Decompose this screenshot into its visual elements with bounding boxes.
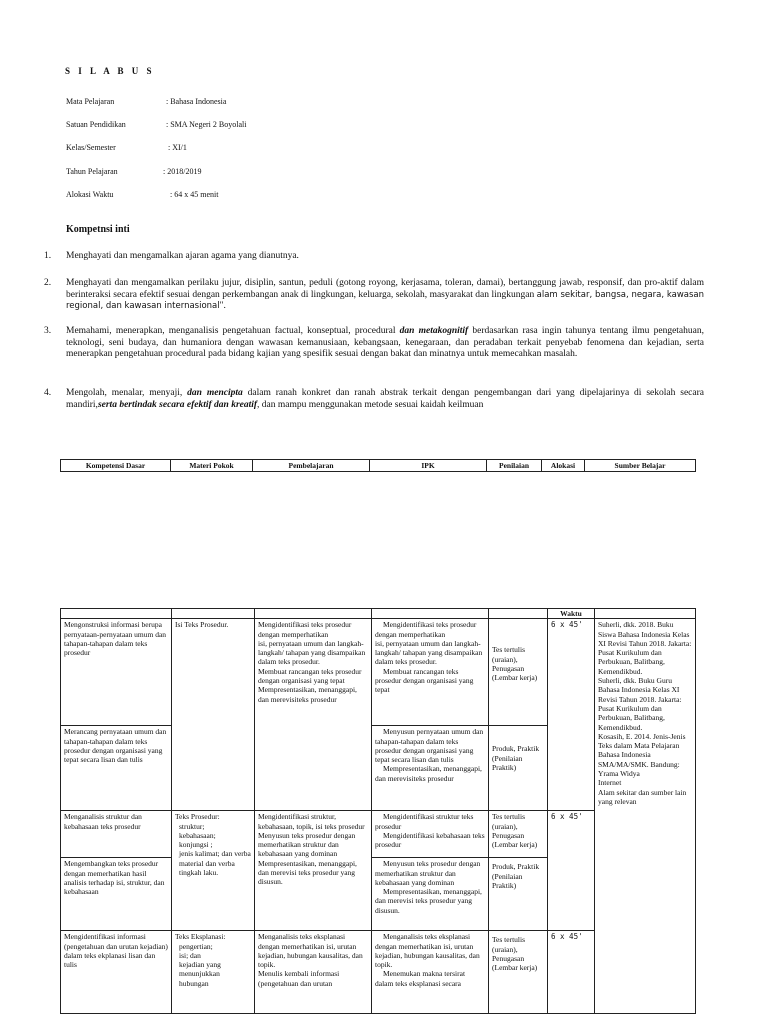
pembelajaran-cell-2: Mengidentifikasi struktur, kebahasaan, topik, isi teks prosedur Menyusun teks prosedur dengan memerhatikan struktur dan kebahasaan yang dominan Mempresentasikan, menanggapi, dan merevisi teks prosedur yang disusun. [255, 811, 372, 931]
ki-item-1: 1. Menghayati dan mengamalkan ajaran agama yang dianutnya. [44, 251, 299, 261]
header-ipk: IPK [370, 460, 487, 472]
table-header [60, 459, 696, 472]
pembelajaran-cell-3: Menganalisis teks eksplanasi dengan memerhatikan isi, urutan kejadian, hubungan kausalitas, dan topik. Menulis kembali informasi (pengetahuan dan urutan [255, 931, 372, 1014]
meta-satuan-pendidikan: Satuan Pendidikan : SMA Negeri 2 Boyolali [66, 120, 247, 129]
ipk-cell-2: Menyusun pernyataan umum dan tahapan-tahapan dalam teks prosedur dengan organisasi yang tepat secara lisan dan tulis Mempresentasikan, menanggapi, dan merevisiteks prosedur [372, 726, 489, 811]
penilaian-cell-2: Produk, Praktik (Penilaian Praktik) [489, 726, 548, 811]
waktu-label: Waktu [548, 609, 595, 619]
header-penilaian: Penilaian [487, 460, 542, 472]
materi-cell-2: Teks Prosedur: struktur; kebahasaan; konjungsi ; jenis kalimat; dan verba material dan verba tingkah laku. [172, 811, 255, 931]
header-alokasi: Alokasi [542, 460, 585, 472]
penilaian-cell-1: Tes tertulis (uraian), Penugasan (Lembar kerja) [489, 619, 548, 726]
document-title: S I L A B U S [65, 66, 155, 76]
meta-alokasi-waktu: Alokasi Waktu : 64 x 45 menit [66, 190, 219, 199]
meta-kelas-semester: Kelas/Semester : XI/1 [66, 143, 187, 152]
header-kompetensi-dasar: Kompetensi Dasar [61, 460, 171, 472]
kd-cell-4: Mengembangkan teks prosedur dengan memerhatikan hasil analisis terhadap isi, struktur, dan kebahasaan [61, 858, 172, 931]
materi-cell-1: Isi Teks Prosedur. [172, 619, 255, 811]
syllabus-table [60, 608, 696, 1014]
header-pembelajaran: Pembelajaran [253, 460, 370, 472]
materi-cell-3: Teks Eksplanasi: pengertian; isi; dan kejadian yang menunjukkan hubungan [172, 931, 255, 1014]
kd-cell-5: Mengidentifikasi informasi (pengetahuan dan urutan kejadian) dalam teks ekplanasi lisan dan tulis [61, 931, 172, 1014]
sumber-belajar-cell: Suherli, dkk. 2018. Buku Siswa Bahasa Indonesia Kelas XI Revisi Tahun 2018. Jakarta: Pusat Kurikulum dan Perbukuan, Balitbang, Kemendikbud. Suherli, dkk. Buku Guru Bahasa Indonesia Kelas XI Revisi Tahun 2018. Jakarta: Pusat Kurikulum dan Perbukuan, Balitbang, Kemendikbud. Kosasih, E. 2014. Jenis-Jenis Teks dalam Mata Pelajaran Bahasa Indonesia SMA/MA/SMK. Bandung: Yrama Widya Internet Alam sekitar dan sumber lain yang relevan [595, 619, 696, 1014]
penilaian-cell-3: Tes tertulis (uraian), Penugasan (Lembar kerja) [489, 811, 548, 858]
ipk-cell-3: Mengidentifikasi struktur teks prosedur Mengidentifikasi kebahasaan teks prosedur [372, 811, 489, 858]
header-sumber-belajar: Sumber Belajar [585, 460, 696, 472]
alokasi-cell-3: 6 x 45' [548, 931, 595, 1014]
ipk-cell-4: Menyusun teks prosedur dengan memerhatikan struktur dan kebahasaan yang dominan Mempresentasikan, menanggapi, dan merevisi teks prosedur yang disusun. [372, 858, 489, 931]
meta-tahun-pelajaran: Tahun Pelajaran : 2018/2019 [66, 167, 202, 176]
header-materi-pokok: Materi Pokok [171, 460, 253, 472]
kompetensi-inti-heading: Kompetnsi inti [66, 224, 130, 235]
kd-cell-2: Merancang pernyataan umum dan tahapan-tahapan dalam teks prosedur dengan organisasi yang tepat secara lisan dan tulis [61, 726, 172, 811]
ki-item-2: 2. Menghayati dan mengamalkan perilaku jujur, disiplin, santun, peduli (gotong royong, kerjasama, toleran, damai), bertanggung jawab, responsif, dan pro-aktif dalam berinteraksi secara efektif sesuai dengan perkembangan anak di lingkungan, keluarga, sekolah, masyarakat dan lingkungan alam sekitar, bangsa, negara, kawasan regional, dan kawasan internasional". [44, 278, 705, 311]
alokasi-cell-2: 6 x 45' [548, 811, 595, 931]
penilaian-cell-5: Tes tertulis (uraian), Penugasan (Lembar kerja) [489, 931, 548, 1014]
kd-cell-1: Mengonstruksi informasi berupa pernyataan-pernyataan umum dan tahapan-tahapan dalam teks prosedur [61, 619, 172, 726]
penilaian-cell-4: Produk, Praktik (Penilaian Praktik) [489, 858, 548, 931]
meta-mata-pelajaran: Mata Pelajaran : Bahasa Indonesia [66, 97, 227, 106]
ipk-cell-5: Menganalisis teks eksplanasi dengan memerhatikan isi, urutan kejadian, hubungan kausalitas, dan topik. Menemukan makna tersirat dalam teks eksplanasi secara [372, 931, 489, 1014]
kd-cell-3: Menganalisis struktur dan kebahasaan teks prosedur [61, 811, 172, 858]
ipk-cell-1: Mengidentifikasi teks prosedur dengan memperhatikan isi, pernyataan umum dan langkah-langkah/ tahapan yang disampaikan dalam teks prosedur. Membuat rancangan teks prosedur dengan organisasi yang tepat [372, 619, 489, 726]
ki-item-3: 3. Memahami, menerapkan, menganalisis pengetahuan factual, konseptual, procedural dan metakognitif berdasarkan rasa ingin tahunya tentang ilmu pengetahuan, teknologi, seni budaya, dan humaniora dengan wawasan kemanusiaan, kebangsaan, kenegaraan, dan peradaban terkait penyebab fenomena dan kejadian, serta menerapkan pengetahuan procedural pada bidang kajian yang spesifik sesuai dengan bakat dan minatnya untuk memecahkan masalah. [44, 326, 704, 359]
ki-item-4: 4. Mengolah, menalar, menyaji, dan mencipta dalam ranah konkret dan ranah abstrak terkait dengan pengembangan dari yang dipelajarinya di sekolah secara mandiri,serta bertindak secara efektif dan kreatif, dan mampu menggunakan metode sesuai kaidah keilmuan [44, 388, 704, 410]
alokasi-cell-1: 6 x 45' [548, 619, 595, 811]
pembelajaran-cell-1: Mengidentifikasi teks prosedur dengan memperhatikan isi, pernyataan umum dan langkah-langkah/ tahapan yang disampaikan dalam teks prosedur. Membuat rancangan teks prosedur dengan organisasi yang tepat Mempresentasikan, menanggapi, dan merevisiteks prosedur [255, 619, 372, 811]
